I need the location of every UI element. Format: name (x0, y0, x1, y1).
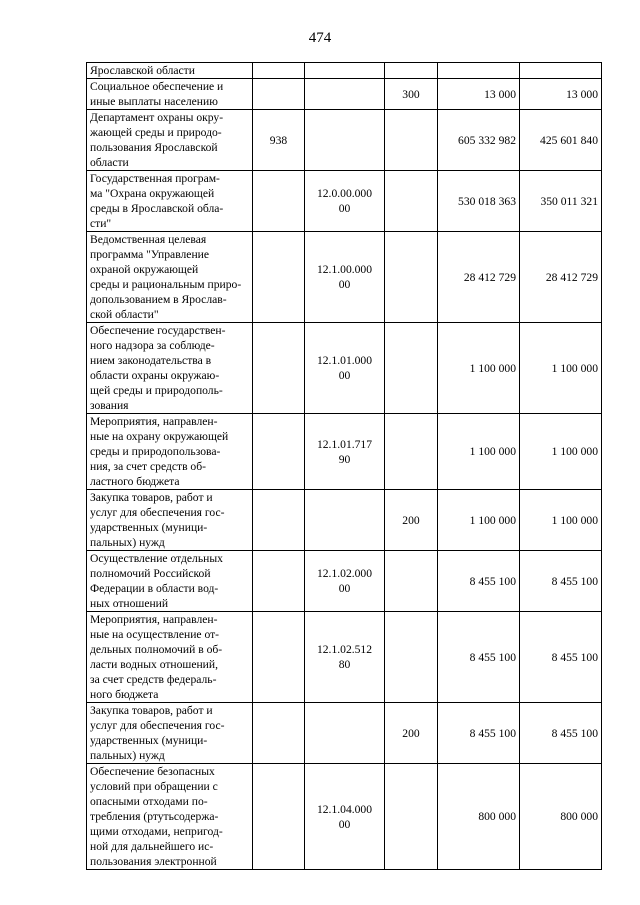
row-amount-year1-cell: 1 100 000 (438, 490, 520, 551)
table-row (87, 414, 602, 490)
row-name-line: щей среды и природополь- (90, 384, 223, 397)
row-name-line: среды и рациональным приро- (90, 278, 242, 291)
table-row (87, 323, 602, 414)
row-ved-cell (253, 79, 305, 110)
row-name-line: ной для дальнейшего ис- (90, 840, 214, 853)
row-name-line: Мероприятия, направлен- (90, 415, 218, 428)
row-amount-year2-cell: 13 000 (520, 79, 602, 110)
row-code-cell (305, 110, 385, 171)
row-amount-year1-cell: 13 000 (438, 79, 520, 110)
row-expense-type-cell (385, 171, 438, 232)
row-amount-year1-cell: 8 455 100 (438, 551, 520, 612)
row-expense-type-cell (385, 764, 438, 870)
row-code-line: 12.1.02.512 (316, 643, 373, 656)
row-code-cell (305, 764, 385, 870)
row-name-line: ния, за счет средств об- (90, 460, 206, 473)
row-amount-year2-cell: 8 455 100 (520, 551, 602, 612)
row-name-line: Обеспечение государствен- (90, 324, 226, 337)
row-ved-cell (253, 63, 305, 79)
row-amount-year1-cell: 28 412 729 (438, 232, 520, 323)
row-name-cell (87, 63, 253, 79)
row-amount-year2-cell: 425 601 840 (520, 110, 602, 171)
table-row (87, 612, 602, 703)
table-row (87, 79, 602, 110)
row-name-line: нием законодательства в (90, 354, 212, 367)
row-name-line: Ярославской области (90, 64, 195, 77)
row-name-line: Обеспечение безопасных (90, 765, 215, 778)
row-name-line: области охраны окружаю- (90, 369, 220, 382)
row-name-line: Федерации в области вод- (90, 582, 219, 595)
row-ved-cell (253, 551, 305, 612)
row-ved-cell (253, 171, 305, 232)
row-name-line: щими отходами, непригод- (90, 825, 223, 838)
budget-table (86, 62, 602, 870)
row-name-line: ма "Охрана окружающей (90, 187, 215, 200)
row-name-line: допользованием в Ярослав- (90, 293, 227, 306)
budget-table-body (87, 63, 602, 870)
row-ved-cell (253, 764, 305, 870)
row-amount-year1-cell: 530 018 363 (438, 171, 520, 232)
row-ved-cell (253, 490, 305, 551)
row-amount-year2-cell: 800 000 (520, 764, 602, 870)
table-row (87, 703, 602, 764)
row-name-line: полномочий Российской (90, 567, 211, 580)
row-expense-type-cell (385, 612, 438, 703)
row-name-cell (87, 171, 253, 232)
row-name-line: Ведомственная целевая (90, 233, 207, 246)
row-amount-year2-cell: 350 011 321 (520, 171, 602, 232)
row-amount-year1-cell: 800 000 (438, 764, 520, 870)
row-name-line: дельных полномочий в об- (90, 643, 223, 656)
row-code-line: 00 (338, 369, 351, 382)
table-row (87, 63, 602, 79)
row-name-line: за счет средств федераль- (90, 673, 217, 686)
row-name-cell (87, 110, 253, 171)
row-expense-type-cell (385, 551, 438, 612)
row-amount-year1-cell: 8 455 100 (438, 612, 520, 703)
row-amount-year2-cell: 8 455 100 (520, 703, 602, 764)
row-name-cell (87, 612, 253, 703)
row-name-cell (87, 323, 253, 414)
row-name-line: условий при обращении с (90, 780, 218, 793)
row-name-cell (87, 551, 253, 612)
row-expense-type-cell (385, 232, 438, 323)
row-ved-cell (253, 612, 305, 703)
row-name-cell (87, 79, 253, 110)
row-name-line: ударственных (муници- (90, 521, 208, 534)
table-row (87, 551, 602, 612)
row-name-line: сти" (90, 217, 112, 230)
row-name-line: Мероприятия, направлен- (90, 613, 218, 626)
table-row (87, 171, 602, 232)
row-name-line: пальных) нужд (90, 749, 165, 762)
row-name-line: зования (90, 399, 129, 412)
row-ved-cell (253, 323, 305, 414)
row-amount-year2-cell: 1 100 000 (520, 490, 602, 551)
row-name-line: пальных) нужд (90, 536, 165, 549)
row-expense-type-cell: 200 (385, 490, 438, 551)
row-name-line: Закупка товаров, работ и (90, 704, 213, 717)
row-code-line: 12.1.02.000 (316, 567, 373, 580)
row-code-cell (305, 232, 385, 323)
row-code-line: 00 (338, 278, 351, 291)
row-name-line: ного надзора за соблюде- (90, 339, 215, 352)
row-expense-type-cell (385, 414, 438, 490)
table-row (87, 110, 602, 171)
row-name-line: Государственная програм- (90, 172, 220, 185)
row-name-line: программа "Управление (90, 248, 210, 261)
table-row (87, 232, 602, 323)
row-code-cell (305, 171, 385, 232)
row-code-line: 12.0.00.000 (316, 187, 373, 200)
row-name-line: охраной окружающей (90, 263, 199, 276)
row-name-line: иные выплаты населению (90, 95, 218, 108)
row-ved-cell (253, 703, 305, 764)
row-ved-cell (253, 232, 305, 323)
row-ved-cell (253, 414, 305, 490)
row-code-line: 00 (338, 202, 351, 215)
row-name-line: Социальное обеспечение и (90, 80, 224, 93)
row-name-line: области (90, 156, 129, 169)
row-name-cell (87, 764, 253, 870)
row-name-line: Закупка товаров, работ и (90, 491, 213, 504)
row-ved-cell: 938 (253, 110, 305, 171)
row-name-line: ного бюджета (90, 688, 159, 701)
row-name-line: ской области" (90, 308, 159, 321)
row-code-line: 12.1.04.000 (316, 802, 373, 816)
row-expense-type-cell: 300 (385, 79, 438, 110)
row-code-cell (305, 551, 385, 612)
row-name-line: опасными отходами по- (90, 795, 208, 808)
row-code-line: 12.1.01.000 (316, 354, 373, 367)
row-name-line: Осуществление отдельных (90, 552, 223, 565)
row-name-line: ные на охрану окружающей (90, 430, 229, 443)
row-name-line: услуг для обеспечения гос- (90, 719, 225, 732)
row-code-line: 90 (338, 452, 351, 466)
row-name-cell (87, 414, 253, 490)
row-code-line: 80 (338, 658, 351, 671)
row-name-line: пользования электронной (90, 855, 217, 868)
row-name-line: ных отношений (90, 597, 169, 610)
row-code-cell (305, 414, 385, 490)
row-name-line: требления (ртутьсодержа- (90, 810, 219, 823)
row-amount-year1-cell: 1 100 000 (438, 323, 520, 414)
row-amount-year2-cell: 1 100 000 (520, 414, 602, 490)
row-amount-year2-cell: 1 100 000 (520, 323, 602, 414)
row-amount-year1-cell (438, 63, 520, 79)
row-code-line: 12.1.01.717 (316, 437, 373, 451)
row-expense-type-cell (385, 110, 438, 171)
row-expense-type-cell (385, 63, 438, 79)
row-name-cell (87, 703, 253, 764)
row-name-line: среды в Ярославской обла- (90, 202, 224, 215)
table-row (87, 764, 602, 870)
row-expense-type-cell: 200 (385, 703, 438, 764)
row-name-line: услуг для обеспечения гос- (90, 506, 225, 519)
row-amount-year1-cell: 605 332 982 (438, 110, 520, 171)
row-expense-type-cell (385, 323, 438, 414)
row-name-line: ластного бюджета (90, 475, 180, 488)
row-amount-year2-cell: 28 412 729 (520, 232, 602, 323)
row-name-line: Департамент охраны окру- (90, 111, 224, 124)
row-name-line: ударственных (муници- (90, 734, 208, 747)
row-name-cell (87, 232, 253, 323)
table-row (87, 490, 602, 551)
row-amount-year2-cell: 8 455 100 (520, 612, 602, 703)
row-name-cell (87, 490, 253, 551)
row-name-line: пользования Ярославской (90, 141, 218, 154)
row-code-cell (305, 323, 385, 414)
row-amount-year1-cell: 1 100 000 (438, 414, 520, 490)
row-code-cell (305, 612, 385, 703)
page-number: 474 (308, 30, 332, 46)
row-amount-year2-cell (520, 63, 602, 79)
row-name-line: среды и природопользова- (90, 445, 221, 458)
row-name-line: ные на осуществление от- (90, 628, 220, 641)
row-code-line: 12.1.00.000 (316, 263, 373, 276)
row-code-line: 00 (338, 582, 351, 595)
row-amount-year1-cell: 8 455 100 (438, 703, 520, 764)
row-code-cell (305, 63, 385, 79)
row-code-line: 00 (338, 817, 351, 831)
row-code-cell (305, 79, 385, 110)
row-code-cell (305, 703, 385, 764)
row-name-line: ласти водных отношений, (90, 658, 218, 671)
row-code-cell (305, 490, 385, 551)
row-name-line: жающей среды и природо- (90, 126, 222, 139)
